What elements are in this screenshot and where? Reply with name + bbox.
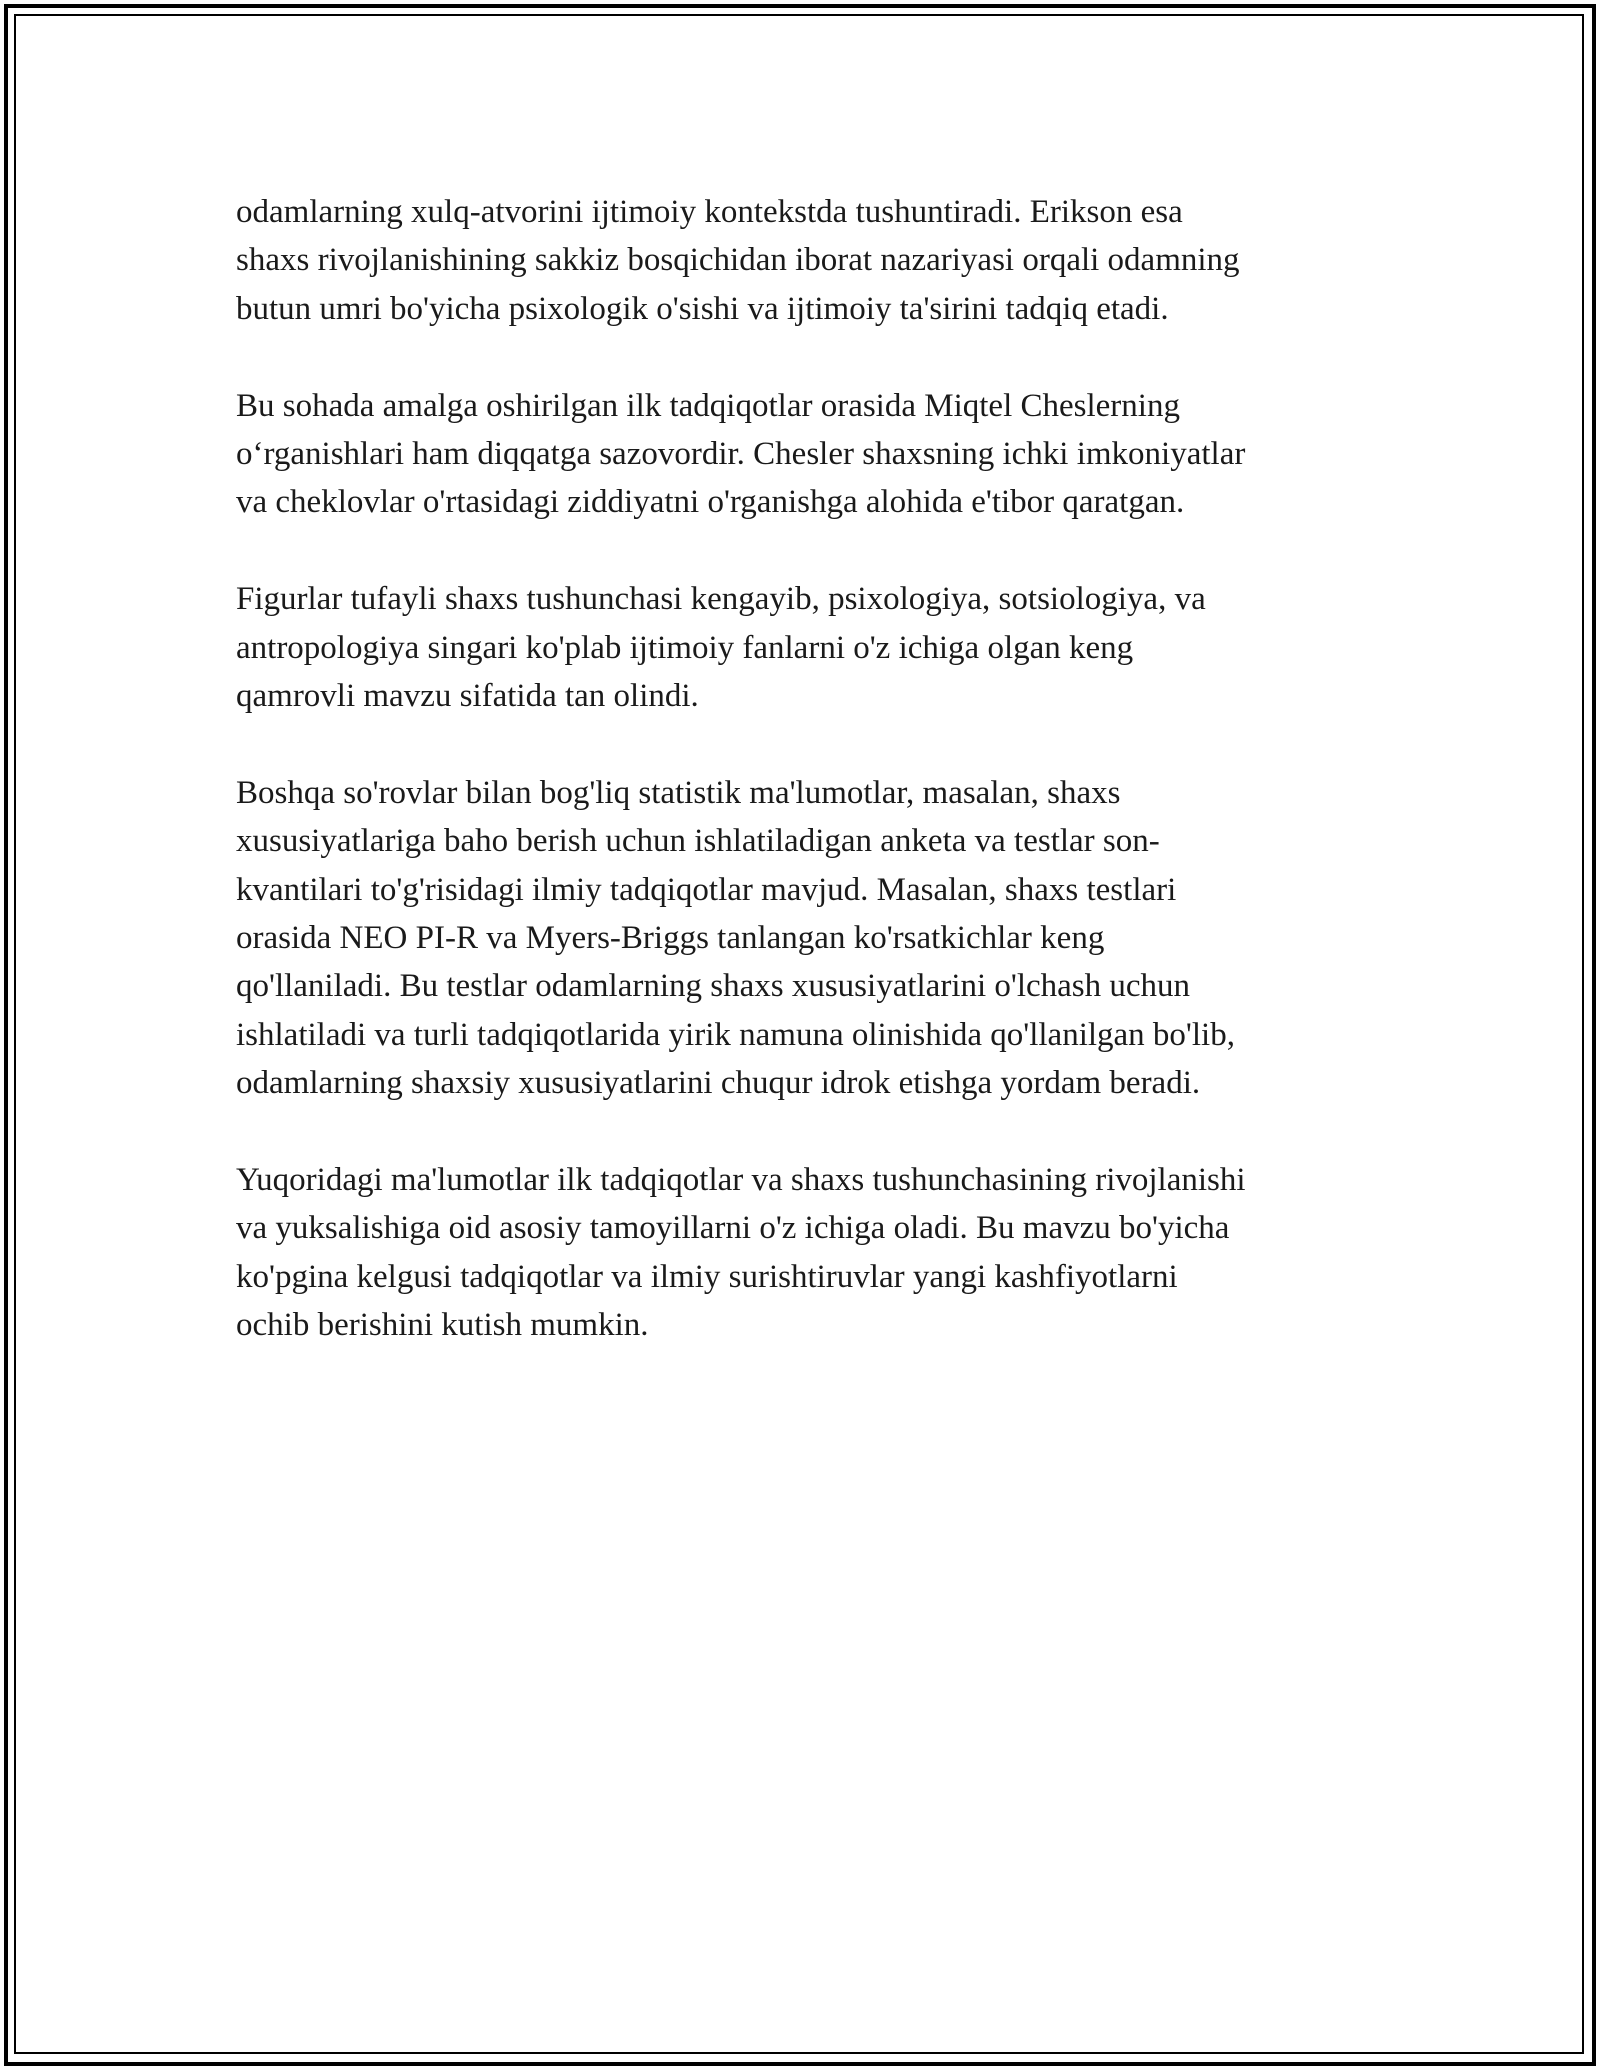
text-line: shaxs rivojlanishining sakkiz bosqichidan iborat nazariyasi orqali odamning [236,242,1240,279]
text-line: orasida NEO PI-R va Myers-Briggs tanlangan ko'rsatkichlar keng [236,920,1105,957]
text-line: xususiyatlariga baho berish uchun ishlatiladigan anketa va testlar son- [236,823,1160,860]
text-line: Boshqa so'rovlar bilan bog'liq statistik ma'lumotlar, masalan, shaxs [236,774,1121,811]
text-line: ishlatiladi va turli tadqiqotlarida yirik namuna olinishida qo'llanilgan bo'lib, [236,1016,1235,1053]
text-line: odamlarning shaxsiy xususiyatlarini chuqur idrok etishga yordam beradi. [236,1065,1201,1102]
text-line: butun umri bo'yicha psixologik o'sishi va ijtimoiy ta'sirini tadqiq etadi. [236,290,1169,327]
text-line: Yuqoridagi ma'lumotlar ilk tadqiqotlar va shaxs tushunchasining rivojlanishi [236,1162,1246,1199]
text-line: ko'pgina kelgusi tadqiqotlar va ilmiy surishtiruvlar yangi kashfiyotlarni [236,1258,1178,1295]
text-line: va cheklovlar o'rtasidagi ziddiyatni o'rganishga alohida e'tibor qaratgan. [236,484,1185,521]
text-line: Figurlar tufayli shaxs tushunchasi kengayib, psixologiya, sotsiologiya, va [236,581,1206,618]
paragraph [236,382,1376,527]
text-line: qo'llaniladi. Bu testlar odamlarning shaxs xususiyatlarini o'lchash uchun [236,968,1191,1005]
paragraph [236,1156,1376,1350]
text-line: odamlarning xulq-atvorini ijtimoiy kontekstda tushuntiradi. Erikson esa [236,194,1183,230]
paragraph [236,188,1376,333]
paragraph [236,769,1376,1108]
text-line: qamrovli mavzu sifatida tan olindi. [236,678,699,715]
text-line: kvantilari to'g'risidagi ilmiy tadqiqotlar mavjud. Masalan, shaxs testlari [236,871,1177,908]
text-line: ochib berishini kutish mumkin. [236,1307,649,1344]
document-body [236,188,1376,1398]
text-line: va yuksalishiga oid asosiy tamoyillarni o'z ichiga oladi. Bu mavzu bo'yicha [236,1210,1230,1247]
paragraph [236,575,1376,720]
text-line: o‘rganishlari ham diqqatga sazovordir. Chesler shaxsning ichki imkoniyatlar [236,436,1246,473]
text-line: Bu sohada amalga oshirilgan ilk tadqiqotlar orasida Miqtel Cheslerning [236,387,1180,424]
text-line: antropologiya singari ko'plab ijtimoiy fanlarni o'z ichiga olgan keng [236,629,1134,666]
